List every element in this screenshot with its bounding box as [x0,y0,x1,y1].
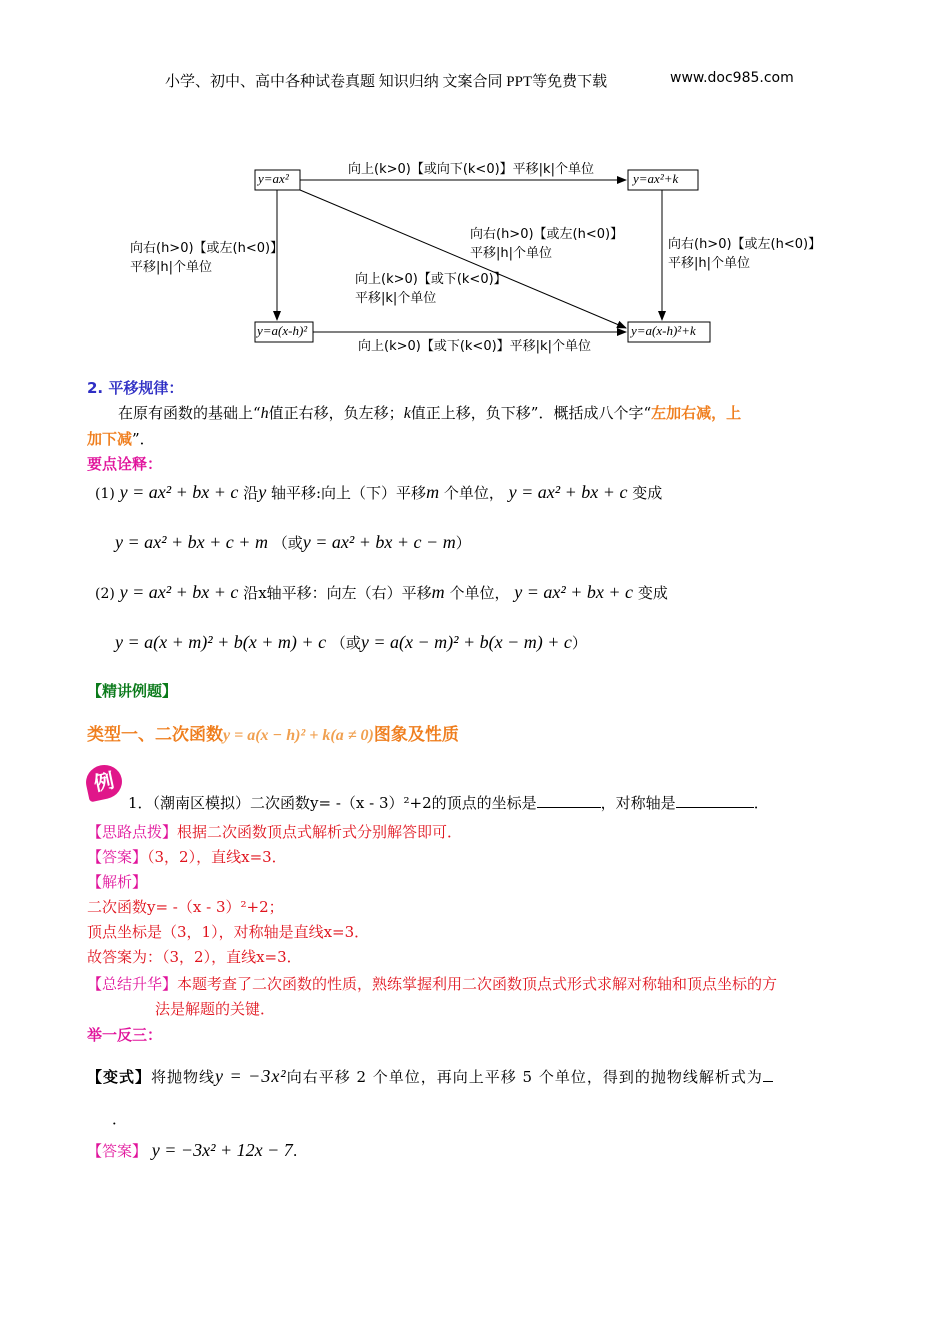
analysis-label: 【解析】 [87,873,148,891]
note2-line1: (2) y = ax² + bx + c 沿x轴平移：向左（右）平移m 个单位， y = ax² + bx + c 变成 [95,582,668,602]
analysis-1: 二次函数y= -（x - 3）²+2； [87,898,284,916]
type1-formula: y = a(x − h)² + k(a ≠ 0) [223,727,374,744]
header-text: 小学、初中、高中各种试卷真题 知识归纳 文案合同 PPT等免费下载 [165,74,608,90]
section2-title: 2. 平移规律： [87,379,184,397]
label-right-1: 向右(h>0)【或左(h<0)】 [668,237,822,252]
label-diag-1: 向右(h>0)【或左(h<0)】 [470,227,624,242]
label-left-2: 平移|h|个单位 [130,260,212,275]
arrow-diagonal [300,190,626,328]
example-badge: 例 [83,762,125,803]
section2-line2: 加下减”． [87,430,155,448]
box-label-3: y=a(x-h)² [257,323,308,338]
box-label-1: y=ax² [258,171,289,186]
answer-blank-1[interactable] [537,793,601,808]
note1-line1: (1) y = ax² + bx + c 沿y 轴平移:向上（下）平移m 个单位， y = ax² + bx + c 变成 [95,482,663,502]
header-url[interactable]: www.doc985.com [670,70,794,86]
examples-title: 【精讲例题】 [87,682,178,700]
type1-heading: 类型一、二次函数y = a(x − h)² + k(a ≠ 0)图象及性质 [87,725,459,745]
section2-line1: 在原有函数的基础上“h值正右移，负左移；k值正上移，负下移”．概括成八个字“左加右减，上 [118,404,742,422]
variant-line: 【变式】将抛物线y = −3x²向右平移 2 个单位，再向上平移 5 个单位，得到的抛物线解析式为 [87,1066,773,1087]
label-diag-3: 向上(k>0)【或下(k<0)】 [355,272,507,287]
box-label-4: y=a(x-h)²+k [631,323,696,338]
hint-line: 【思路点拨】根据二次函数顶点式解析式分别解答即可． [87,823,463,841]
note2-line2: y = a(x + m)² + b(x + m) + c （或y = a(x − m)² + b(x − m) + c） [115,632,587,652]
highlight-rule-b: 加下减 [87,430,133,448]
var-k: k [403,405,411,422]
label-diag-4: 平移|k|个单位 [355,291,437,306]
notes-title: 要点诠释： [87,455,163,473]
summary-line-1: 【总结升华】本题考查了二次函数的性质，熟练掌握利用二次函数顶点式形式求解对称轴和顶点坐标的方 [87,975,778,993]
summary-line-2: 法是解题的关键． [155,1000,276,1018]
question-1: 1．（潮南区模拟）二次函数y= -（x - 3）²+2的顶点的坐标是 ，对称轴是 ． [128,794,769,812]
answer2-line: 【答案】 y = −3x² + 12x − 7. [87,1140,298,1160]
answer-blank-3[interactable] [763,1067,773,1082]
label-right-2: 平移|h|个单位 [668,256,750,271]
label-top-arrow: 向上(k>0)【或向下(k<0)】平移|k|个单位 [348,162,594,177]
label-left-1: 向右(h>0)【或左(h<0)】 [130,241,284,256]
box-label-2: y=ax²+k [633,171,679,186]
analysis-2: 顶点坐标是（3，1），对称轴是直线x=3． [87,923,370,941]
translation-diagram [0,0,950,370]
note1-line2: y = ax² + bx + c + m （或y = ax² + bx + c − m） [115,532,471,552]
practice-title: 举一反三： [87,1026,163,1044]
analysis-3: 故答案为：（3，2），直线x=3． [87,948,302,966]
answer-blank-2[interactable] [676,793,754,808]
var-h: h [260,405,269,422]
label-bottom-arrow: 向上(k>0)【或下(k<0)】平移|k|个单位 [358,339,591,354]
highlight-rule-a: 左加右减，上 [651,404,742,422]
label-diag-2: 平移|h|个单位 [470,246,552,261]
answer-line: 【答案】（3，2），直线x=3． [87,848,287,866]
variant-dot: ． [112,1110,128,1128]
